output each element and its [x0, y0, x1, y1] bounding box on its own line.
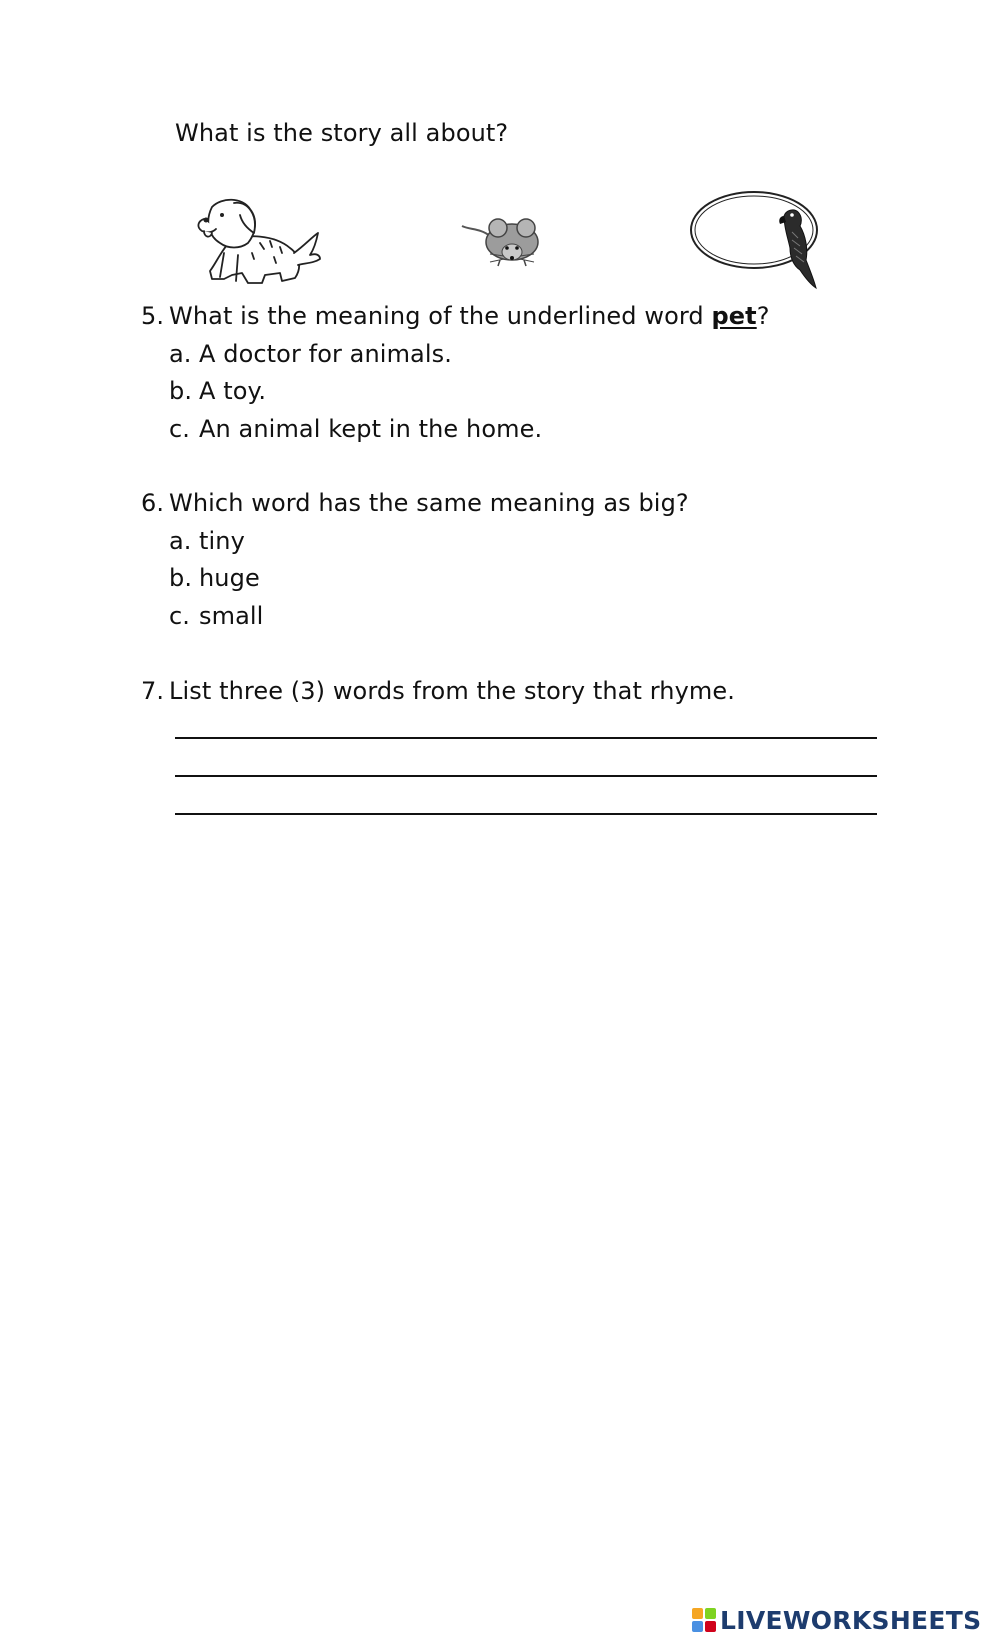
- question-text: Which word has the same meaning as big?: [169, 489, 689, 517]
- answer-option[interactable]: [169, 563, 260, 593]
- answer-input-line-3[interactable]: [175, 813, 877, 815]
- answer-input-line-1[interactable]: [175, 737, 877, 739]
- question-text: List three (3) words from the story that rhyme.: [169, 677, 735, 705]
- answer-option[interactable]: [169, 339, 452, 369]
- question-number: 7.: [141, 677, 165, 705]
- option-letter: c.: [169, 602, 191, 630]
- option-letter: b.: [169, 564, 193, 592]
- question-number: 5.: [141, 302, 165, 330]
- mouse-icon[interactable]: [460, 208, 560, 274]
- question-6: [141, 488, 689, 518]
- question-5: [141, 301, 770, 331]
- answer-input-line-2[interactable]: [175, 775, 877, 777]
- question-number: 6.: [141, 489, 165, 517]
- option-text: A doctor for animals.: [199, 340, 452, 368]
- option-text: huge: [199, 564, 260, 592]
- question-text: What is the meaning of the underlined word: [169, 302, 712, 330]
- answer-option[interactable]: [169, 601, 263, 631]
- intro-question: What is the story all about?: [175, 119, 509, 147]
- answer-option[interactable]: [169, 526, 245, 556]
- option-text: An animal kept in the home.: [199, 415, 543, 443]
- dog-icon[interactable]: [190, 193, 325, 289]
- option-letter: c.: [169, 415, 191, 443]
- question-end: ?: [756, 302, 770, 330]
- logo-blocks-icon: [692, 1608, 716, 1632]
- option-text: tiny: [199, 527, 245, 555]
- underlined-word: pet: [711, 302, 757, 330]
- option-letter: b.: [169, 377, 193, 405]
- answer-option[interactable]: [169, 414, 542, 444]
- option-letter: a.: [169, 340, 192, 368]
- liveworksheets-logo[interactable]: [692, 1603, 981, 1637]
- parrot-on-perch-icon[interactable]: [688, 188, 833, 296]
- option-letter: a.: [169, 527, 192, 555]
- logo-text: LIVEWORKSHEETS: [720, 1605, 982, 1635]
- question-7: [141, 676, 735, 706]
- option-text: A toy.: [199, 377, 267, 405]
- option-text: small: [199, 602, 264, 630]
- answer-option[interactable]: [169, 376, 266, 406]
